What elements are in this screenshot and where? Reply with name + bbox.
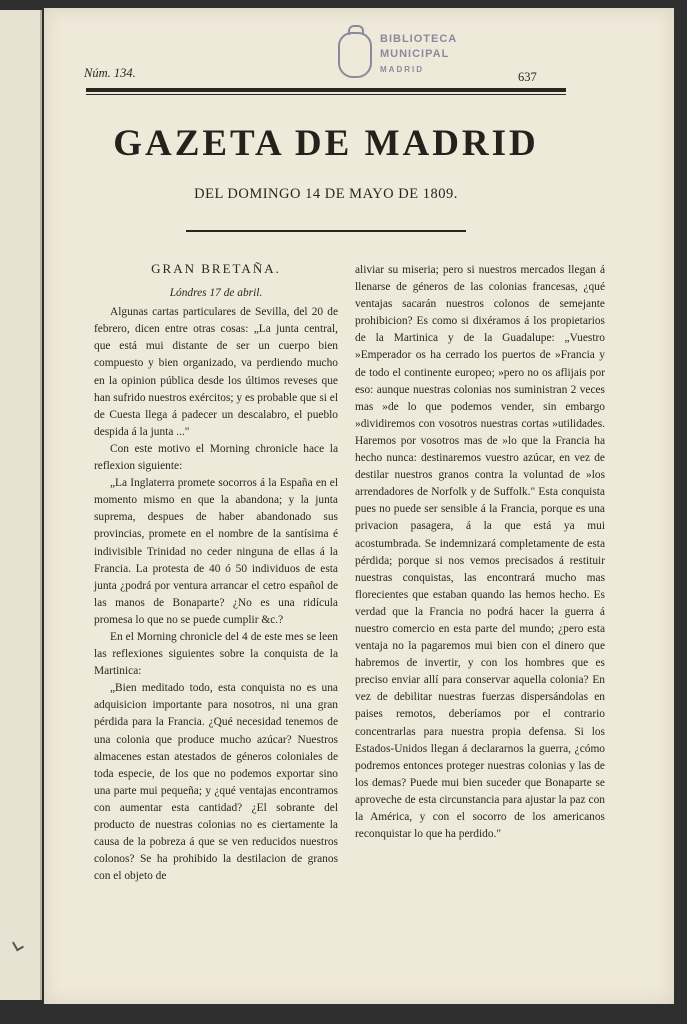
paragraph: Con este motivo el Morning chronicle hace la reflexion siguiente: (94, 442, 338, 473)
paragraph: En el Morning chronicle del 4 de este mes se leen las reflexiones siguientes sobre la conquista de la Martinica: (94, 630, 338, 678)
masthead-title: GAZETA DE MADRID (113, 123, 539, 164)
page-number: 637 (518, 70, 537, 84)
library-stamp (338, 30, 488, 92)
right-column (355, 262, 605, 843)
paragraph: „La Inglaterra promete socorros á la España en el momento mismo en que la abandona; y la junta suprema, despues de haber abandonado sus provincias, promete en el nombre de la santísima é indivisible Trinidad no ceder ninguna de ellas á la Francia. La protesta de 40 ó 50 individuos de esta junta ¿podrá por ventura arrancar el cetro español de las manos de Bonaparte? ¿No es una ridícula promesa lo que no se puede cumplir &c.? (94, 477, 338, 626)
paragraph: Algunas cartas particulares de Sevilla, del 20 de febrero, dicen entre otras cosas: „La junta central, que está mui distante de ser un cuerpo bien compuesto y bien organizado, va perdiendo mucho en la opinion pública desde los últimos reveses que han sufrido nuestros exércitos; y es probable que si el de Cuesta llega á padecer un descalabro, el pueblo despida á la junta ..." (94, 306, 338, 438)
header-rule (86, 88, 566, 92)
stamp-line-3: MADRID (380, 65, 424, 74)
previous-page-edge (0, 10, 42, 1000)
left-column (94, 260, 338, 885)
stamp-line-1: BIBLIOTECA (380, 33, 458, 45)
issue-date: DEL DOMINGO 14 DE MAYO DE 1809. (194, 186, 458, 202)
stamp-line-2: MUNICIPAL (380, 48, 450, 60)
date-rule (186, 230, 466, 232)
section-heading: GRAN BRETAÑA. (151, 261, 281, 276)
crest-icon (338, 32, 372, 78)
article-dateline: Lóndres 17 de abril. (169, 287, 263, 300)
issue-number: Núm. 134. (84, 66, 136, 80)
paragraph: aliviar su miseria; pero si nuestros mercados llegan á llenarse de géneros de las colonias francesas, ¿qué ventajas sacarán nuestros colonos de semejante prohibicion? Es como si dixéramos á los propietarios de la Martinica y de la Guadalupe: „Vuestro »Emperador os ha cerrado los puertos de »Francia y de todo el continente europeo; »pero no os aflijais por eso: aunque nuestras colonias nos suministran 2 veces mas »de lo que podemos vender, sin embargo »dividiremos con vosotros nuestras cortas »utilidades. Haremos por vosotros mas de »lo que la Francia ha hecho nunca: destinaremos vuestro azúcar, en vez de destilar nuestros granos contra la voluntad de »los arrendadores de Norfolk y de Suffolk." Esta conquista pues no puede ser sensible á la Francia, porque es una privacion pasagera, á la que está ya mui acostumbrada. Se indemnizará completamente de esta pérdida; porque si nos vemos precisados á restituir nuestras conquistas, las encontrará mucho mas florecientes que estaban quando las hemos hecho. Es verdad que la Francia no podrá hacer la guerra á nuestro comercio en esta parte del mundo; ¿pero esta ventaja no la pagaremos mui bien con el dinero que habremos de invertir, y con los hombres que es preciso enviar allí para conservar aquella colonia? En vez de debilitar nuestras fuerzas dispersándolas en paises remotos, deberíamos por el contrario concentrarlas para nuestra propia defensa. Si los Estados-Unidos llegan á declararnos la guerra, ¿cómo podremos entonces proteger nuestras colonias y las de los demas? Puede mui bien suceder que Bonaparte se aproveche de esta circunstancia para ajustar la paz con la América, y con el socorro de los americanos reconquistar lo que ha perdido." (355, 264, 605, 841)
header-rule-thin (86, 94, 566, 95)
paragraph: „Bien meditado todo, esta conquista no es una adquisicion importante para nosotros, ni una gran pérdida para la Francia. ¿Qué necesidad tenemos de una colonia que produce mucho azúcar? Nuestros almacenes estan atestados de géneros coloniales de toda especie, de los que no podemos exportar sino una parte mui pequeña; y ¿qué ventajas encontramos con aumentar esta cantidad? ¿El sobrante del producto de nuestras colonias no es ciertamente la causa de la pobreza á que se ven reducidos nuestros colonos? Se ha prohibido la destilacion de granos con el objeto de (94, 682, 338, 883)
